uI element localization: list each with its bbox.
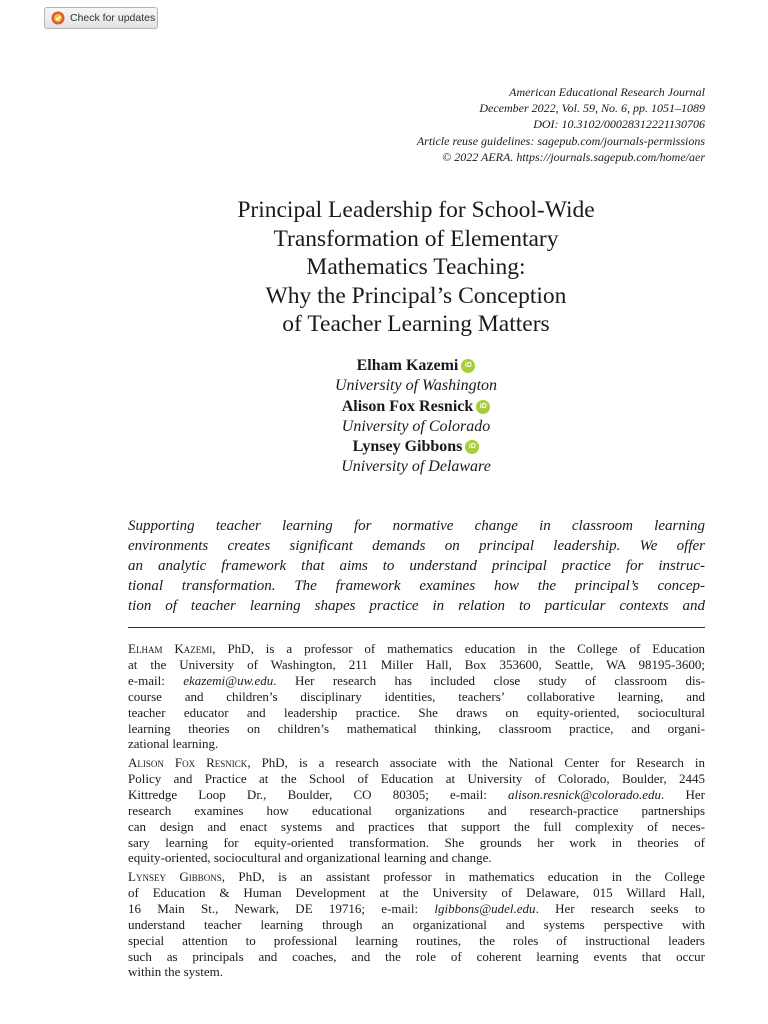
bio-line: Policy and Practice at the School of Education at University of Colorado, Boulder, 2445 (128, 770, 705, 786)
title-line: Transformation of Elementary (273, 225, 559, 252)
bio-line: special attention to professional learning routines, the roles of instructional leaders (128, 932, 705, 948)
bio-text: e-mail: (128, 672, 184, 688)
abstract-line: an analytic framework that aims to understand principal practice for instruc- (128, 558, 705, 574)
bio-text: Kittredge Loop Dr., Boulder, CO 80305; e-mail: (128, 786, 509, 802)
author-entry (0, 356, 768, 376)
bio-author-name: Elham Kazemi (128, 641, 213, 656)
bio-text: , PhD, is a professor of mathematics education in the College of Education (212, 641, 705, 656)
author-name-text: Elham Kazemi (356, 357, 459, 374)
bio-text: , PhD, is an assistant professor in mathematics education in the College (221, 869, 705, 884)
author-bio-resnick (128, 755, 705, 866)
bio-email-link[interactable]: lgibbons@udel.edu (434, 900, 536, 916)
author-entry (0, 437, 768, 457)
abstract-line: tional transformation. The framework examines how the principal’s concep- (128, 578, 705, 594)
author-bio-gibbons (128, 869, 705, 980)
bio-email-link[interactable]: alison.resnick@colorado.edu (508, 786, 662, 802)
reuse-guidelines: Article reuse guidelines: sagepub.com/journals-permissions (416, 133, 705, 148)
author-bio-kazemi (128, 641, 705, 752)
bio-line: understand teacher learning through an organizational and systems perspective with (128, 916, 705, 932)
orcid-icon[interactable]: iD (461, 359, 475, 373)
bio-line: of Education & Human Development at the University of Delaware, 015 Willard Hall, (128, 884, 705, 900)
bio-text: , PhD, is a research associate with the National Center for Research in (247, 755, 705, 770)
article-title (0, 196, 768, 339)
bio-text: . Her (661, 786, 705, 802)
title-line: Mathematics Teaching: (306, 254, 526, 281)
bio-author-name: Alison Fox Resnick (128, 755, 248, 770)
author-affiliation: University of Washington (334, 377, 498, 395)
author-affiliation: University of Delaware (341, 458, 491, 476)
author-name-text: Lynsey Gibbons (352, 438, 463, 456)
bio-line: research examines how educational organizations and research-practice partnerships (128, 802, 705, 818)
abstract-line: environments creates significant demands on principal leadership. We offer (128, 538, 705, 554)
author-name-text: Alison Fox Resnick (341, 397, 474, 415)
author-name (342, 397, 491, 417)
orcid-icon[interactable]: iD (465, 440, 479, 454)
bio-line: zational learning. (128, 736, 219, 752)
bio-email-link[interactable]: ekazemi@uw.edu (183, 672, 274, 688)
bio-text: . Her research has included close study of classroom dis- (273, 672, 705, 688)
bio-line: can design and enact systems and practices that support the full complexity of neces- (128, 818, 705, 834)
title-line: of Teacher Learning Matters (282, 311, 550, 338)
check-for-updates-label: Check for updates (70, 12, 156, 24)
bio-text: 16 Main St., Newark, DE 19716; e-mail: (128, 900, 435, 916)
bio-line (128, 869, 705, 885)
copyright-line: © 2022 AERA. https://journals.sagepub.com/home/aer (442, 149, 705, 164)
bio-line (128, 673, 705, 689)
title-line: Principal Leadership for School-Wide (237, 197, 595, 223)
check-for-updates-button[interactable] (44, 7, 158, 29)
bio-line: course and children’s disciplinary identities, teachers’ collaborative learning, and (128, 688, 705, 704)
bio-line: learning theories on children’s mathematical thinking, classroom practice, and organi- (128, 720, 705, 736)
title-line: Why the Principal’s Conception (265, 282, 567, 309)
abstract-line: Supporting teacher learning for normative change in classroom learning (128, 518, 705, 534)
journal-issue: December 2022, Vol. 59, No. 6, pp. 1051–1089 (479, 101, 705, 116)
author-name (357, 356, 476, 376)
bio-line: equity-oriented, sociocultural and organizational learning and change. (128, 850, 492, 866)
author-list (0, 356, 768, 478)
bio-line (128, 641, 705, 657)
abstract-line: tion of teacher learning shapes practice in relation to particular contexts and (128, 598, 705, 614)
bio-line (128, 755, 705, 771)
bio-line: teacher educator and leadership practice. She draws on equity-oriented, sociocultural (128, 704, 705, 720)
abstract (128, 516, 705, 616)
journal-doi: DOI: 10.3102/00028312221130706 (533, 117, 705, 132)
orcid-icon[interactable]: iD (476, 400, 490, 414)
author-name (353, 437, 480, 457)
author-affiliation: University of Colorado (341, 417, 491, 435)
journal-citation (417, 84, 705, 165)
check-for-updates-icon (51, 11, 65, 25)
bio-text: . Her research seeks to (535, 900, 705, 916)
footnote-divider (128, 627, 705, 628)
bio-line: at the University of Washington, 211 Miller Hall, Box 353600, Seattle, WA 98195-3600; (128, 656, 705, 672)
bio-line (128, 787, 705, 803)
bio-line (128, 901, 705, 917)
journal-name: American Educational Research Journal (509, 85, 705, 99)
bio-line: sary learning for equity-oriented transformation. She grounds her work in theories of (128, 834, 705, 850)
bio-author-name: Lynsey Gibbons (128, 869, 222, 884)
bio-line: within the system. (128, 964, 223, 980)
bio-line: such as principals and coaches, and the role of coherent learning events that occur (128, 948, 705, 964)
author-entry (0, 397, 768, 417)
